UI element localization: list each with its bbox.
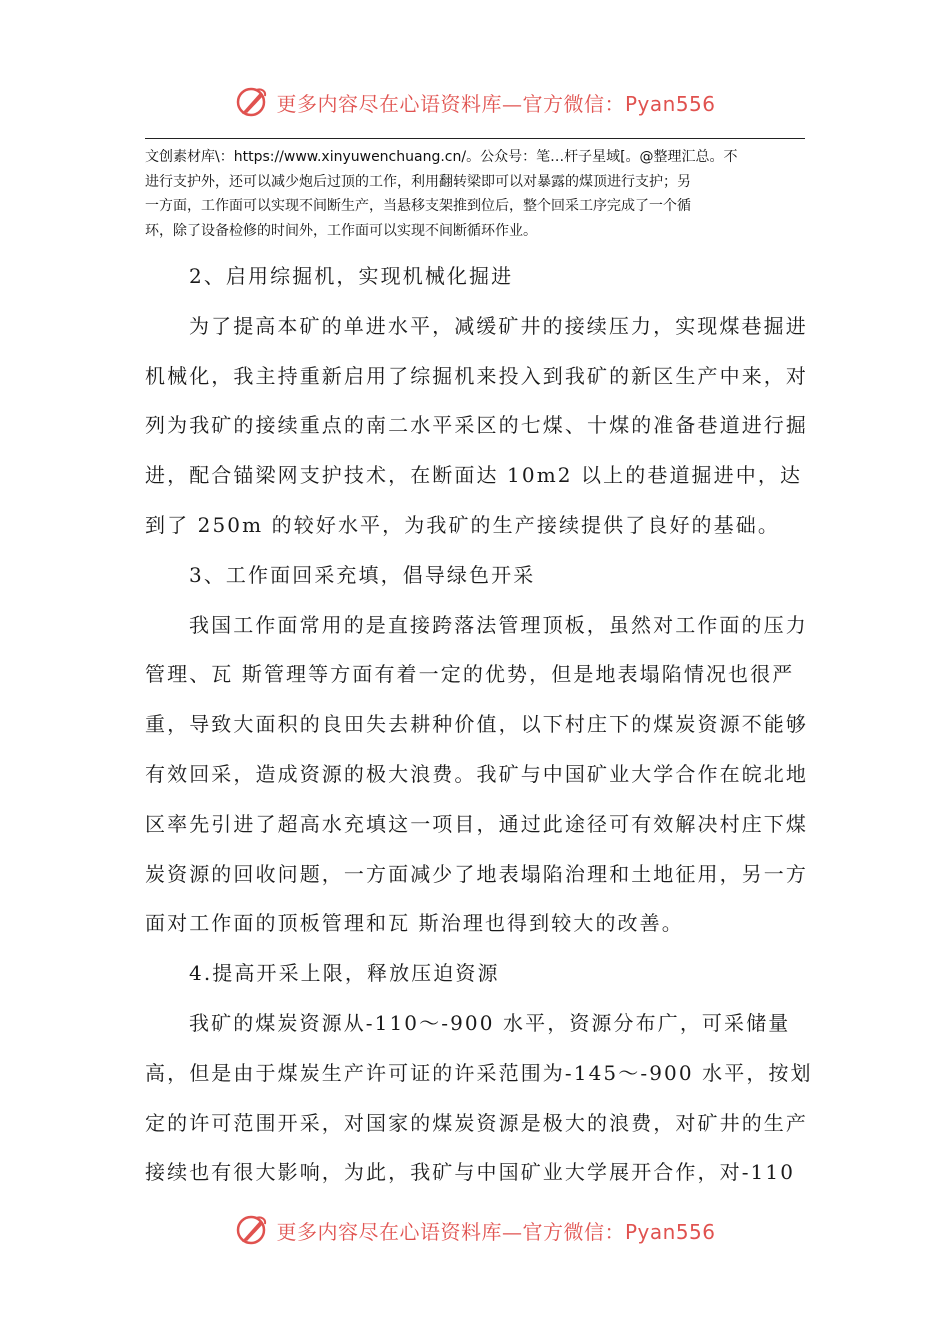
section-heading-4: 4.提高开采上限，释放压迫资源	[189, 961, 500, 986]
banner-main: 更多内容尽在心语资料库	[276, 1219, 502, 1244]
banner-account: Pyan556	[624, 1219, 716, 1244]
section-paragraph-3: 我国工作面常用的是直接跨落法管理顶板，虽然对工作面的压力管理、瓦 斯管理等方面有着一定的优势，但是地表塌陷情况也很严重，导致大面积的良田失去耕种价值，以下村庄下的煤炭资源不能够有效回采，造成资源的极大浪费。我矿与中国矿业大学合作在皖北地区率先引进了超高水充填这一项目，通过此途径可有效解决村庄下煤炭资源的回收问题，一方面减少了地表塌陷治理和土地征用，另一方面对工作面的顶板管理和瓦 斯治理也得到较大的改善。	[145, 612, 808, 936]
intro-line-2: 进行支护外，还可以减少炮后过顶的工作，利用翻转梁即可以对暴露的煤顶进行支护；另	[145, 173, 691, 190]
intro-line-1: 文创素材库\：https://www.xinyuwenchuang.cn/。公众号：笔…杆子星域[。@整理汇总。不	[145, 149, 738, 165]
banner-text	[276, 88, 715, 117]
quill-logo-icon	[234, 1212, 270, 1248]
intro-block	[145, 145, 810, 243]
section-heading-2: 2、启用综掘机，实现机械化掘进	[189, 264, 514, 288]
footer-banner	[0, 1210, 950, 1250]
section-paragraph-4: 我矿的煤炭资源从-110～-900 水平，资源分布广，可采储量高，但是由于煤炭生产许可证的许采范围为-145～-900 水平，按划定的许可范围开采，对国家的煤炭资源是极大的浪费，对矿井的生产接续也有很大影响，为此，我矿与中国矿业大学展开合作，对-110	[145, 1010, 813, 1185]
banner-text	[276, 1216, 715, 1245]
banner-account: Pyan556	[624, 91, 716, 116]
banner-label: 官方微信：	[522, 91, 625, 116]
section-heading-3: 3、工作面回采充填，倡导绿色开采	[189, 562, 536, 587]
banner-dash: —	[501, 91, 523, 116]
document-body	[145, 252, 815, 1198]
banner-label: 官方微信：	[522, 1219, 625, 1244]
quill-logo-icon	[234, 84, 270, 120]
intro-line-3: 一方面，工作面可以实现不间断生产，当悬移支架推到位后，整个回采工序完成了一个循	[145, 198, 691, 214]
intro-line-4: 环，除了设备检修的时间外，工作面可以实现不间断循环作业。	[145, 222, 537, 239]
header-rule	[145, 138, 805, 139]
section-paragraph-2: 为了提高本矿的单进水平，减缓矿井的接续压力，实现煤巷掘进机械化，我主持重新启用了综掘机来投入到我矿的新区生产中来，对列为我矿的接续重点的南二水平采区的七煤、十煤的准备巷道进行掘进，配合锚梁网支护技术，在断面达 10m2 以上的巷道掘进中，达到了 250m 的较好水平，为我矿的生产接续提供了良好的基础。	[145, 313, 808, 537]
banner-dash: —	[501, 1219, 523, 1244]
header-banner	[0, 82, 950, 122]
banner-main: 更多内容尽在心语资料库	[276, 91, 502, 116]
